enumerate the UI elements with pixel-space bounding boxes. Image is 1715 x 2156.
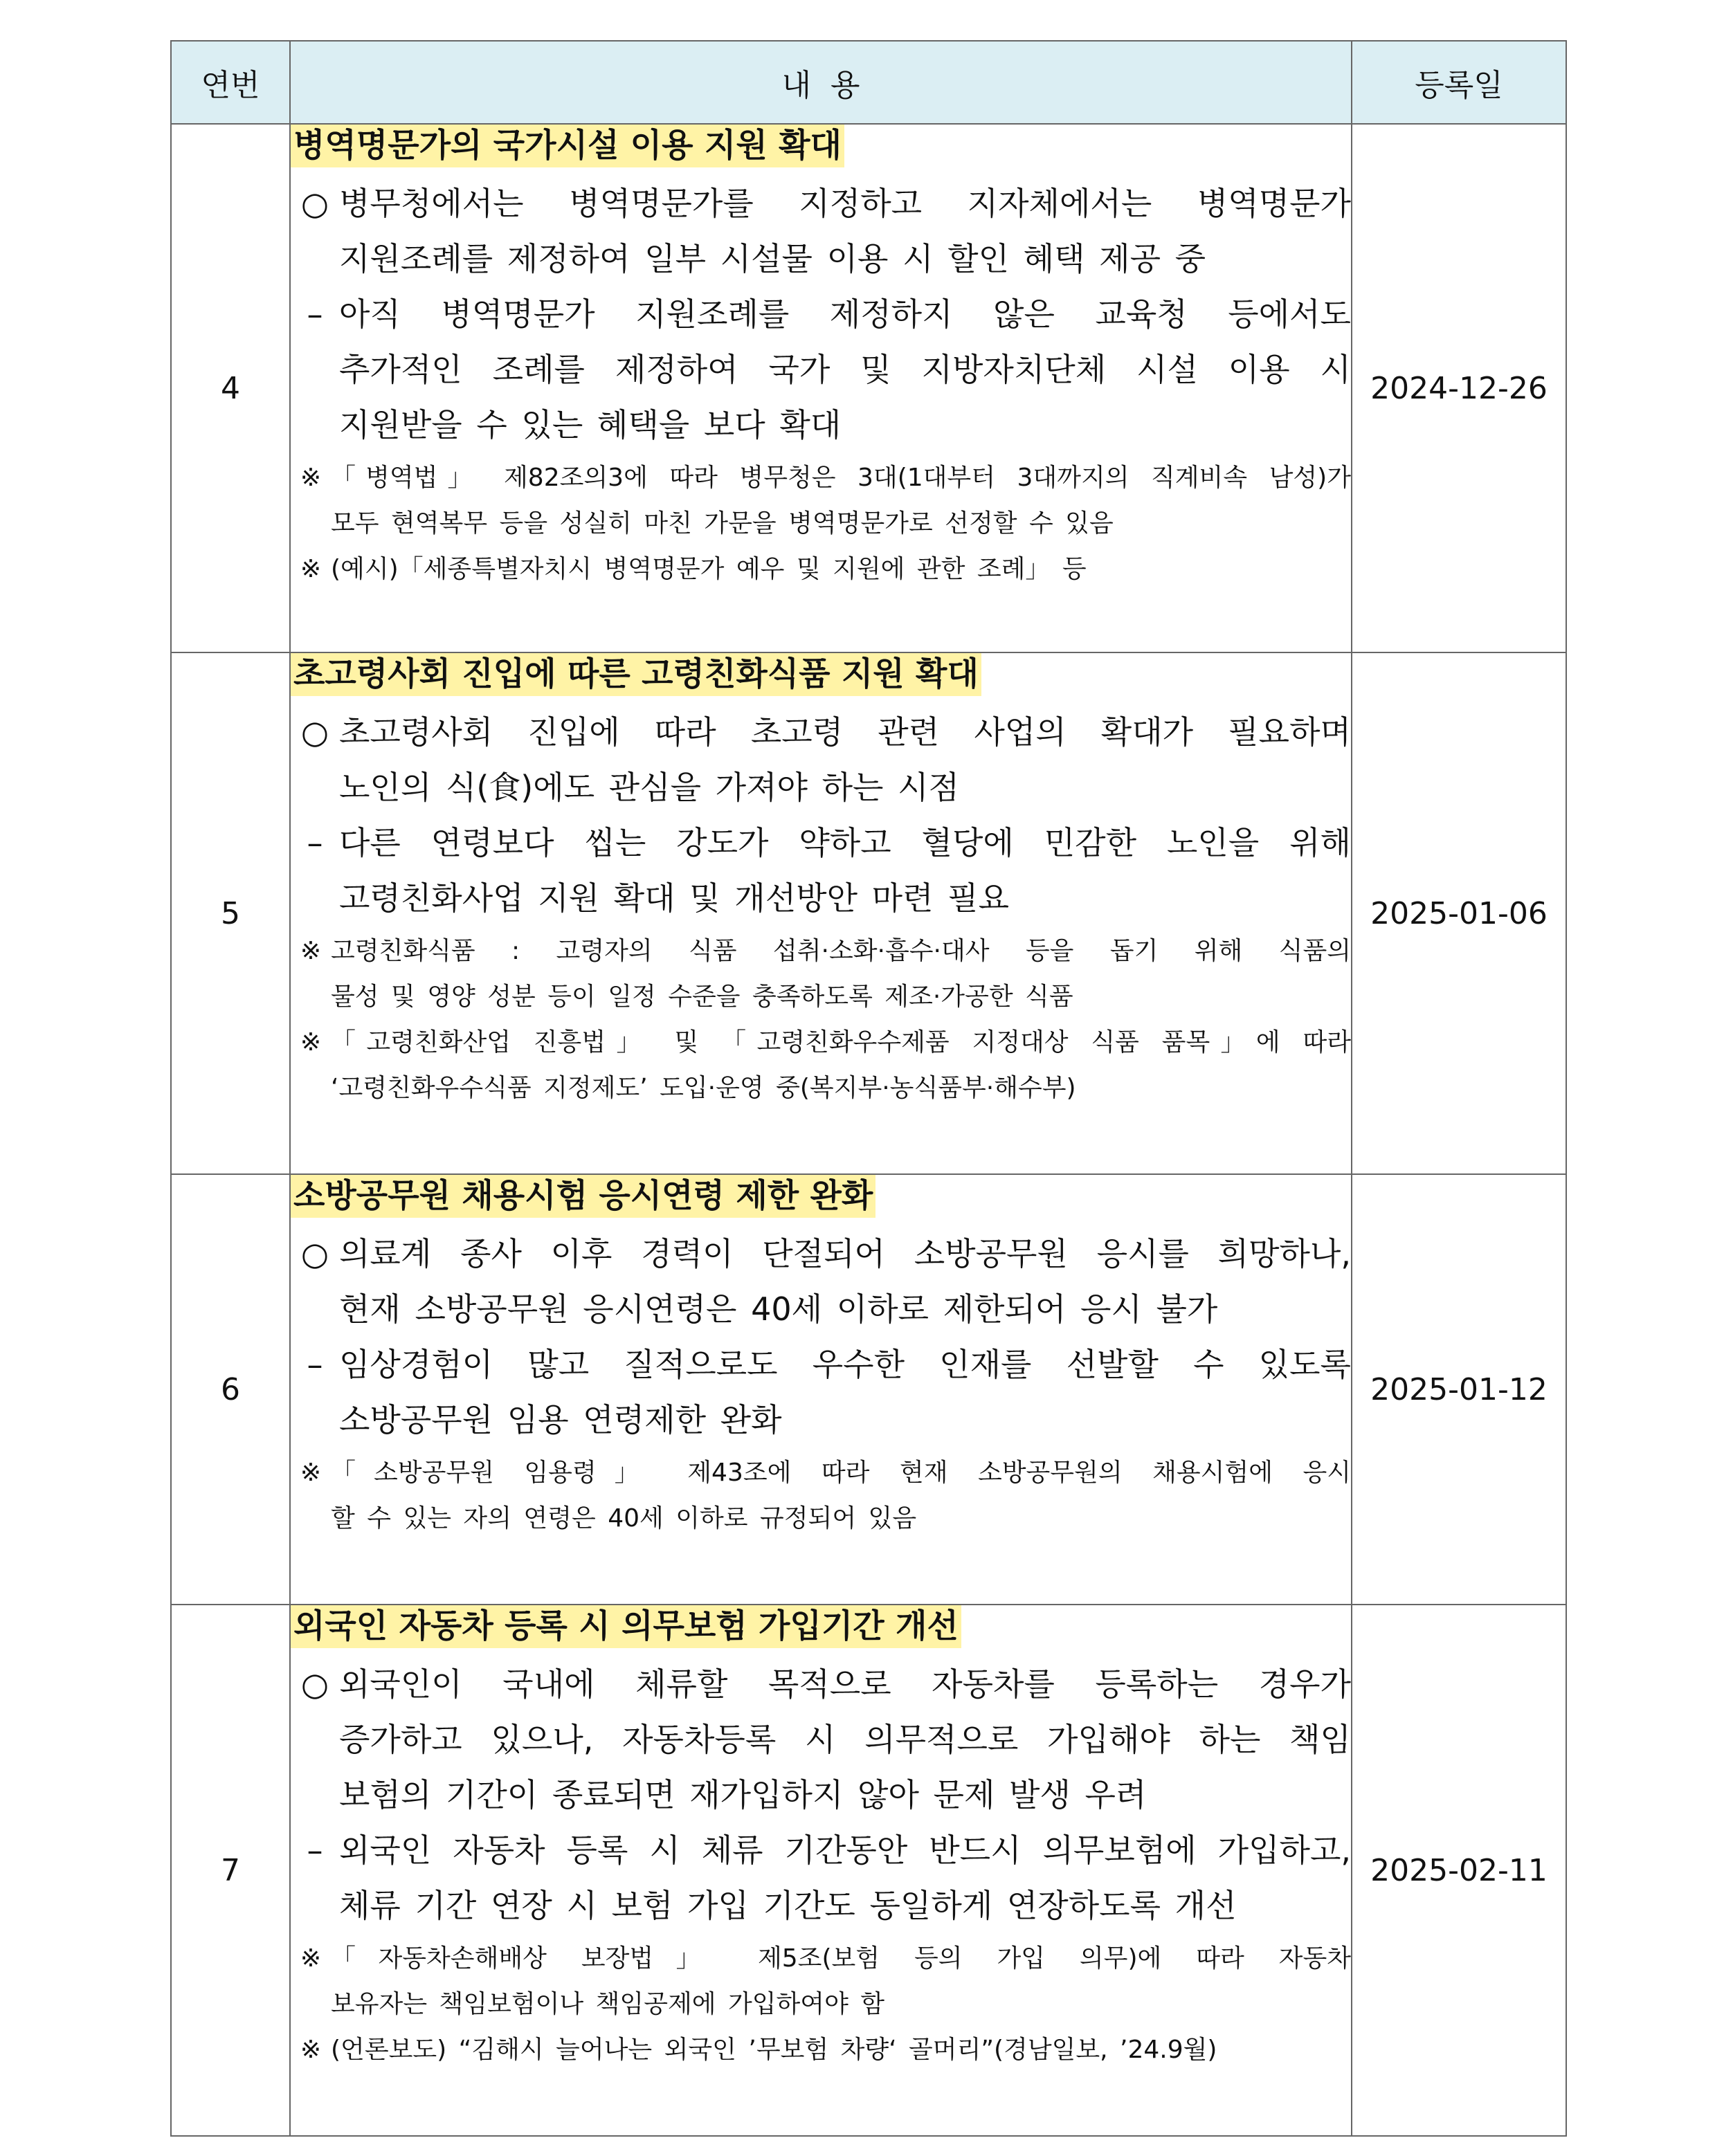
registration-date: 2025-02-11 — [1352, 1605, 1566, 2136]
content-text: 외국인 자동차 등록 시 체류 기간동안 반드시 의무보험에 가입하고, — [339, 1831, 1351, 1869]
note-mark — [291, 1982, 331, 2027]
note-text: 「자동차손해배상 보장법」 제5조(보험 등의 가입 의무)에 따라 자동차 — [331, 1944, 1351, 1973]
content-line — [291, 870, 1351, 926]
row-number: 6 — [171, 1174, 290, 1605]
content-text: 소방공무원 임용 연령제한 완화 — [339, 1401, 782, 1438]
note-mark: ※ — [300, 2036, 322, 2064]
content-line — [291, 1392, 1351, 1447]
note-text: 「병역법」 제82조의3에 따라 병무청은 3대(1대부터 3대까지의 직계비속 남성)가 — [331, 464, 1351, 492]
note-line — [291, 929, 1351, 974]
proposal-title: 병역명문가의 국가시설 이용 지원 확대 — [291, 125, 844, 167]
note-line — [291, 547, 1351, 592]
content-text: 임상경험이 많고 질적으로도 우수한 인재를 선발할 수 있도록 — [339, 1346, 1351, 1383]
bullet-mark — [291, 1712, 339, 1767]
note-text: 「고령친화산업 진흥법」 및 「고령친화우수제품 지정대상 식품 품목」에 따라 — [331, 1028, 1351, 1057]
content-text: 의료계 종사 이후 경력이 단절되어 소방공무원 응시를 희망하나, — [339, 1235, 1351, 1272]
content-text: 체류 기간 연장 시 보험 가입 기간도 동일하게 연장하도록 개선 — [339, 1887, 1237, 1924]
content-line — [291, 1656, 1351, 1712]
bullet-mark: – — [307, 824, 323, 861]
note-line — [291, 1020, 1351, 1066]
content-line — [291, 1281, 1351, 1337]
content-text: 아직 병역명문가 지원조례를 제정하지 않은 교육청 등에서도 — [339, 295, 1351, 333]
note-text: ‘고령친화우수식품 지정제도’ 도입·운영 중(복지부·농식품부·해수부) — [331, 1074, 1076, 1102]
note-mark — [291, 1066, 331, 1111]
note-mark: ※ — [300, 937, 322, 965]
note-mark — [291, 974, 331, 1020]
content-text: 외국인이 국내에 체류할 목적으로 자동차를 등록하는 경우가 — [339, 1665, 1351, 1703]
content-text: 현재 소방공무원 응시연령은 40세 이하로 제한되어 응시 불가 — [339, 1290, 1218, 1328]
row-number: 5 — [171, 652, 290, 1174]
note-mark — [291, 501, 331, 547]
registration-date: 2025-01-12 — [1352, 1174, 1566, 1605]
note-text: 고령친화식품 : 고령자의 식품 섭취·소화·흡수·대사 등을 돕기 위해 식품의 — [331, 937, 1351, 965]
content-text: 병무청에서는 병역명문가를 지정하고 지자체에서는 병역명문가 — [339, 185, 1351, 222]
note-mark: ※ — [300, 1944, 322, 1973]
content-text: 추가적인 조례를 제정하여 국가 및 지방자치단체 시설 이용 시 — [339, 351, 1351, 388]
note-mark: ※ — [300, 1028, 322, 1057]
content-text: 지원조례를 제정하여 일부 시설물 이용 시 할인 혜택 제공 중 — [339, 240, 1206, 277]
note-line — [291, 1066, 1351, 1111]
content-line — [291, 815, 1351, 870]
table-row — [171, 652, 1566, 1174]
registration-date: 2025-01-06 — [1352, 652, 1566, 1174]
bullet-mark — [291, 1767, 339, 1822]
bullet-mark — [291, 342, 339, 397]
content-line — [291, 704, 1351, 760]
header-content: 내 용 — [290, 41, 1352, 124]
note-text: 할 수 있는 자의 연령은 40세 이하로 규정되어 있음 — [331, 1504, 917, 1533]
note-mark: ※ — [300, 1459, 322, 1487]
bullet-mark — [291, 870, 339, 926]
note-line — [291, 455, 1351, 501]
content-line — [291, 1226, 1351, 1281]
bullet-mark — [291, 1392, 339, 1447]
note-text: 보유자는 책임보험이나 책임공제에 가입하여야 함 — [331, 1990, 885, 2018]
note-line — [291, 2027, 1351, 2073]
content-line — [291, 176, 1351, 231]
bullet-mark: ○ — [300, 713, 329, 751]
note-line — [291, 1496, 1351, 1542]
bullet-mark — [291, 760, 339, 815]
note-text: (예시)「세종특별자치시 병역명문가 예우 및 지원에 관한 조례」 등 — [331, 555, 1087, 583]
note-mark — [291, 1496, 331, 1542]
bullet-mark: ○ — [300, 1235, 329, 1272]
proposal-title: 외국인 자동차 등록 시 의무보험 가입기간 개선 — [291, 1605, 961, 1648]
content-line — [291, 397, 1351, 453]
bullet-mark: – — [307, 295, 323, 333]
content-line — [291, 1712, 1351, 1767]
bullet-mark: ○ — [300, 1665, 329, 1703]
header-no: 연번 — [171, 41, 290, 124]
row-content — [290, 124, 1352, 652]
row-number: 7 — [171, 1605, 290, 2136]
content-line — [291, 231, 1351, 286]
content-line — [291, 286, 1351, 342]
content-text: 초고령사회 진입에 따라 초고령 관련 사업의 확대가 필요하며 — [339, 713, 1351, 751]
content-text: 다른 연령보다 씹는 강도가 약하고 혈당에 민감한 노인을 위해 — [339, 824, 1351, 861]
content-line — [291, 1337, 1351, 1392]
bullet-mark — [291, 1878, 339, 1933]
table-row — [171, 1174, 1566, 1605]
content-text: 증가하고 있으나, 자동차등록 시 의무적으로 가입해야 하는 책임 — [339, 1721, 1351, 1758]
bullet-mark: – — [307, 1831, 323, 1869]
content-line — [291, 342, 1351, 397]
note-line — [291, 1936, 1351, 1982]
note-line — [291, 1450, 1351, 1496]
note-text: 물성 및 영양 성분 등이 일정 수준을 충족하도록 제조·가공한 식품 — [331, 983, 1073, 1011]
content-text: 노인의 식(食)에도 관심을 가져야 하는 시점 — [339, 769, 959, 806]
bullet-mark — [291, 397, 339, 453]
proposal-table — [170, 40, 1567, 2137]
row-content — [290, 1605, 1352, 2136]
bullet-mark: ○ — [300, 185, 329, 222]
table-row — [171, 1605, 1566, 2136]
bullet-mark — [291, 1281, 339, 1337]
content-line — [291, 1822, 1351, 1878]
note-mark: ※ — [300, 464, 322, 492]
bullet-mark — [291, 231, 339, 286]
proposal-title: 초고령사회 진입에 따른 고령친화식품 지원 확대 — [291, 653, 981, 696]
row-content — [290, 652, 1352, 1174]
bullet-mark: – — [307, 1346, 323, 1383]
row-number: 4 — [171, 124, 290, 652]
note-line — [291, 1982, 1351, 2027]
note-line — [291, 974, 1351, 1020]
note-text: 「소방공무원 임용령」 제43조에 따라 현재 소방공무원의 채용시험에 응시 — [331, 1459, 1351, 1487]
table-row — [171, 124, 1566, 652]
note-text: (언론보도) “김해시 늘어나는 외국인 ’무보험 차량‘ 골머리”(경남일보, ’24.9월) — [331, 2036, 1217, 2064]
registration-date: 2024-12-26 — [1352, 124, 1566, 652]
header-row — [171, 41, 1566, 124]
note-text: 모두 현역복무 등을 성실히 마친 가문을 병역명문가로 선정할 수 있음 — [331, 509, 1114, 538]
content-line — [291, 760, 1351, 815]
note-line — [291, 501, 1351, 547]
content-text: 고령친화사업 지원 확대 및 개선방안 마련 필요 — [339, 879, 1010, 917]
content-text: 보험의 기간이 종료되면 재가입하지 않아 문제 발생 우려 — [339, 1776, 1147, 1814]
header-date: 등록일 — [1352, 41, 1566, 124]
row-content — [290, 1174, 1352, 1605]
content-line — [291, 1767, 1351, 1822]
content-line — [291, 1878, 1351, 1933]
note-mark: ※ — [300, 555, 322, 583]
proposal-title: 소방공무원 채용시험 응시연령 제한 완화 — [291, 1175, 875, 1218]
content-text: 지원받을 수 있는 혜택을 보다 확대 — [339, 406, 842, 444]
